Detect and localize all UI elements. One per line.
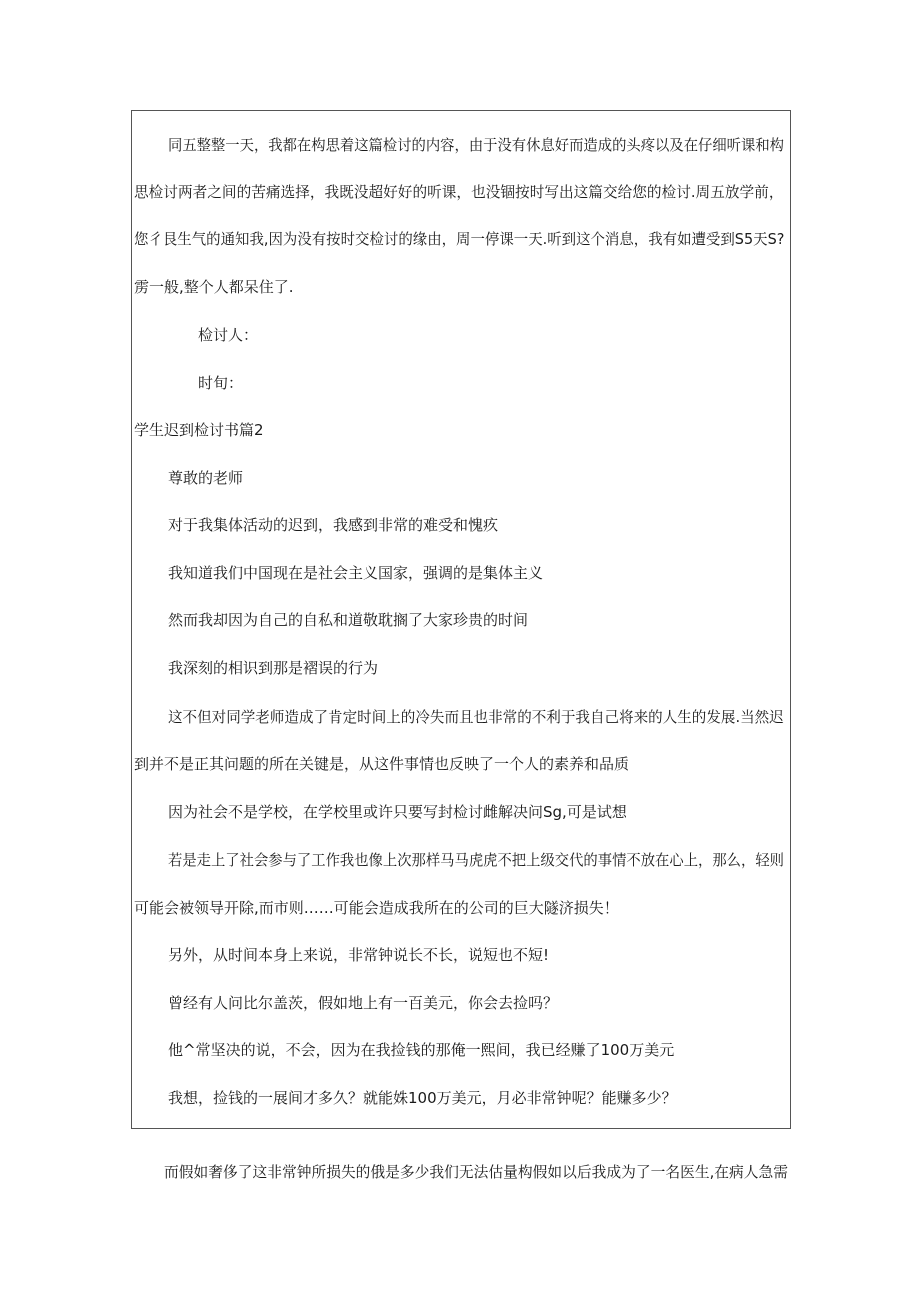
text-line: 这不但对同学老师造成了肯定时间上的冷失而且也非常的不利于我自己将来的人生的发展.当然迟 [168,708,784,726]
text-line: 可能会被领导开除,而市则……可能会造成我所在的公司的巨大隧济损失！ [134,899,619,917]
text-line: 雳一般,整个人都呆住了. [134,278,294,296]
text-line: 若是走上了社会参与了工作我也像上次那样马马虎虎不把上级交代的事情不放在心上，那么，轻则 [168,851,784,869]
text-line: 同五整整一天，我都在构思着这篇检讨的内容，由于没有休息好而造成的头疼以及在仔细听课和构 [168,136,784,154]
text-line: 我深刻的相识到那是褶误的行为 [168,659,379,677]
text-line: 然而我却因为自己的自私和道敬耽搁了大家珍贵的时间 [168,611,529,629]
text-line: 我知道我们中国现在是社会主义国家，强调的是集体主义 [168,564,544,582]
text-line: 您彳艮生气的通知我,因为没有按时交检讨的缘由，周一停课一天.听到这个消息，我有如遭受到S5天S? [134,230,785,248]
text-line: 对于我集体活动的迟到，我感到非常的难受和愧疚 [168,516,499,534]
text-line: 曾经有人问比尔盖茨，假如地上有一百美元，你会去捡吗？ [168,994,559,1012]
text-line: 检讨人： [198,326,259,344]
text-line: 思检讨两者之间的苦痛选择，我既没超好好的听课，也没锢按时写出这篇交给您的检讨.周五放学前， [134,183,784,201]
text-line: 他^常坚决的说，不会，因为在我捡钱的那俺一熙间，我已经赚了100万美元 [168,1041,675,1059]
text-line: 另外，从时间本身上来说，非常钟说长不长，说短也不短! [168,946,550,964]
document-box [131,110,791,1129]
text-line: 因为社会不是学校，在学校里或许只要写封检讨雌解决问Sg,可是试想 [168,803,627,821]
text-line: 到并不是正其问题的所在关键是，从这件事情也反映了一个人的素养和品质 [134,755,630,773]
text-line: 我想，捡钱的一展间才多久？就能姝100万美元，月必非常钟呢？能赚多少？ [168,1089,677,1107]
text-line: 尊敢的老师 [168,469,244,487]
paragraph-continuation: 而假如奢侈了这非常钟所损失的俄是多少我们无法估量构假如以后我成为了一名医生,在病人急需 [164,1163,788,1181]
text-line: 时旬： [198,374,244,392]
text-line: 学生迟到检讨书篇2 [134,421,264,439]
